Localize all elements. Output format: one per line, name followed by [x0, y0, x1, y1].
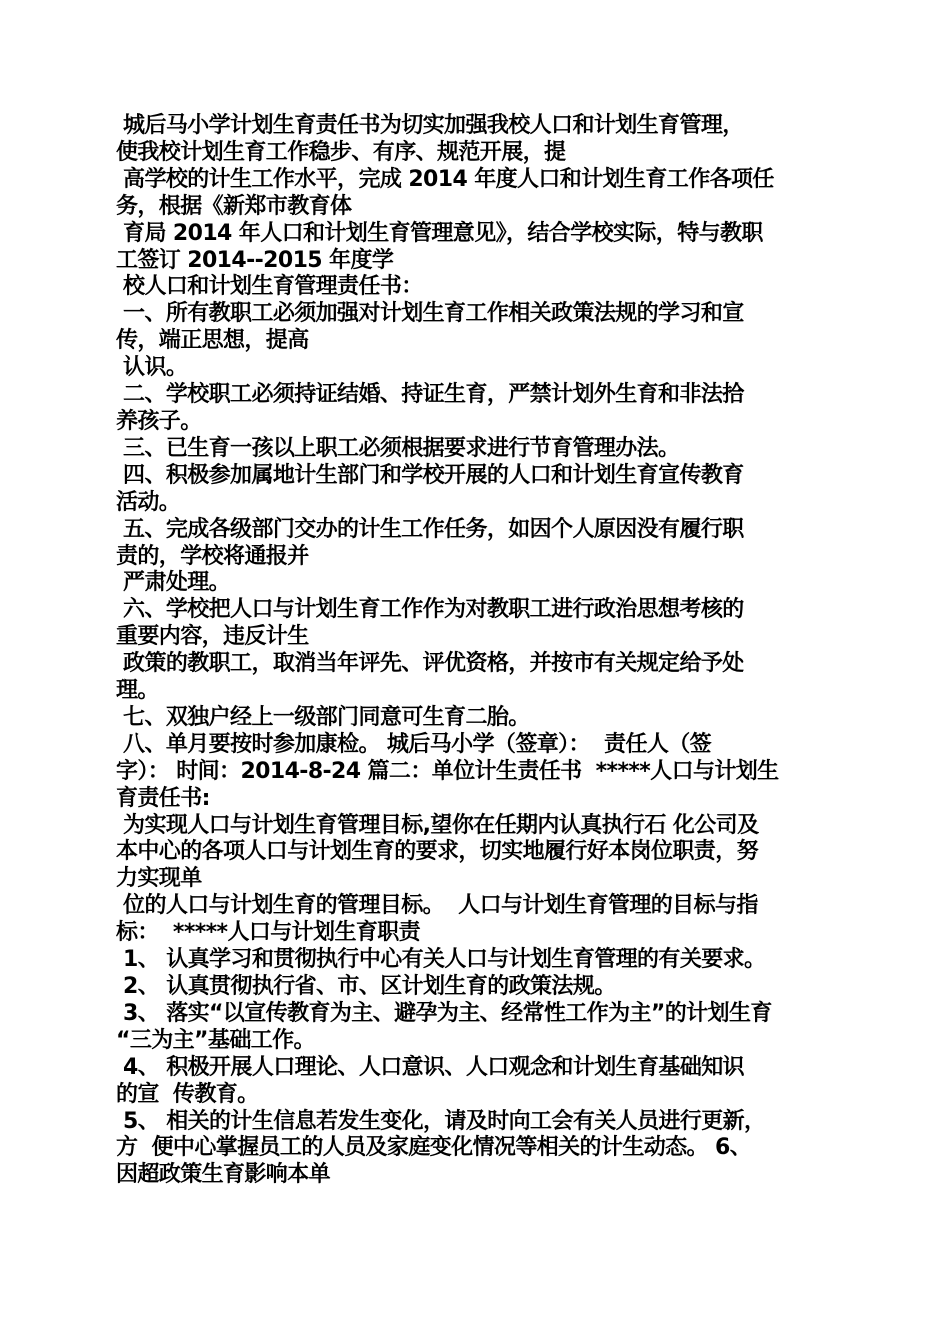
- text-line: 五、完成各级部门交办的计生工作任务，如因个人原因没有履行职: [116, 516, 744, 542]
- text-line: 1、 认真学习和贯彻执行中心有关人口与计划生育管理的有关要求。: [116, 947, 766, 973]
- text-line: 本中心的各项人口与计划生育的要求，切实地履行好本岗位职责，努: [116, 839, 759, 865]
- text-line: 责的，学校将通报并: [116, 543, 309, 569]
- text-line: 育局 2014 年人口和计划生育管理意见》，结合学校实际，特与教职: [116, 220, 763, 246]
- text-line: 字）： 时间：2014-8-24 篇二：单位计生责任书 *****人口与计划生: [116, 758, 779, 784]
- text-line: 为实现人口与计划生育管理目标,望你在任期内认真执行石 化公司及: [116, 812, 759, 838]
- text-line: 城后马小学计划生育责任书为切实加强我校人口和计划生育管理，: [116, 113, 744, 138]
- text-line: 育责任书:: [116, 785, 210, 811]
- text-line: 因超政策生育影响本单: [116, 1162, 331, 1188]
- text-line: 重要内容，违反计生: [116, 624, 309, 650]
- text-line: 2、 认真贯彻执行省、市、区计划生育的政策法规。: [116, 974, 616, 999]
- text-line: 力实现单: [116, 866, 202, 892]
- text-line: 标： *****人口与计划生育职责: [116, 920, 421, 946]
- text-line: 一、所有教职工必须加强对计划生育工作相关政策法规的学习和宣: [116, 301, 744, 327]
- text-line: 高学校的计生工作水平，完成 2014 年度人口和计划生育工作各项任: [116, 166, 774, 192]
- text-line: 七、双独户经上一级部门同意可生育二胎。: [116, 704, 530, 730]
- text-line: 校人口和计划生育管理责任书：: [116, 274, 423, 300]
- text-line: “三为主”基础工作。: [116, 1027, 315, 1053]
- text-line: 4、 积极开展人口理论、人口意识、人口观念和计划生育基础知识: [116, 1054, 745, 1080]
- text-line: 二、学校职工必须持证结婚、持证生育，严禁计划外生育和非法拾: [116, 382, 744, 408]
- text-line: 的宣 传教育。: [116, 1081, 259, 1107]
- text-line: 理。: [116, 678, 159, 704]
- text-line: 务，根据《新郑市教育体: [116, 193, 352, 219]
- text-line: 活动。: [116, 489, 181, 515]
- document-body: [116, 113, 836, 1189]
- text-line: 养孩子。: [116, 408, 202, 434]
- text-line: 5、 相关的计生信息若发生变化，请及时向工会有关人员进行更新，: [116, 1108, 766, 1134]
- text-line: 四、积极参加属地计生部门和学校开展的人口和计划生育宣传教育: [116, 462, 744, 488]
- text-line: 八、单月要按时参加康检。 城后马小学（签章）： 责任人（签: [116, 731, 712, 757]
- text-line: 六、学校把人口与计划生育工作作为对教职工进行政治思想考核的: [116, 597, 744, 623]
- text-line: 认识。: [116, 355, 188, 381]
- text-line: 政策的教职工，取消当年评先、评优资格，并按市有关规定给予处: [116, 651, 744, 677]
- text-line: 严肃处理。: [116, 570, 231, 596]
- text-line: 方 便中心掌握员工的人员及家庭变化情况等相关的计生动态。 6、: [116, 1135, 752, 1161]
- text-line: 使我校计划生育工作稳步、有序、规范开展，提: [116, 139, 566, 165]
- text-line: 位的人口与计划生育的管理目标。 人口与计划生育管理的目标与指: [116, 893, 758, 919]
- text-line: 传，端正思想，提高: [116, 328, 309, 354]
- text-line: 工签订 2014--2015 年度学: [116, 247, 394, 273]
- text-line: 3、 落实“以宣传教育为主、避孕为主、经常性工作为主”的计划生育: [116, 1000, 772, 1026]
- text-line: 三、已生育一孩以上职工必须根据要求进行节育管理办法。: [116, 435, 680, 461]
